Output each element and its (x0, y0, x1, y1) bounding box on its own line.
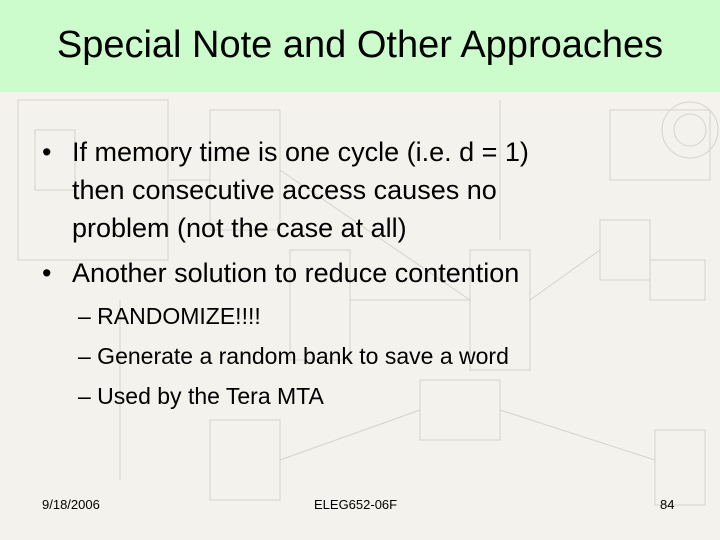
sub-bullet: – Used by the Tera MTA (78, 383, 324, 409)
footer-course: ELEG652-06F (314, 497, 398, 512)
slide-title: Special Note and Other Approaches (56, 24, 664, 66)
bullet-line: If memory time is one cycle (i.e. d = 1) (72, 137, 529, 167)
footer-date: 9/18/2006 (42, 497, 100, 512)
bullet-line: problem (not the case at all) (72, 213, 407, 243)
bullet-line: then consecutive access causes no (72, 175, 497, 205)
footer-page-number: 84 (660, 497, 675, 512)
bullet-line: Another solution to reduce contention (72, 258, 520, 288)
bullet-dot: • (42, 137, 52, 167)
sub-bullet: – Generate a random bank to save a word (78, 343, 509, 369)
bullet-dot: • (42, 258, 52, 288)
sub-bullet: – RANDOMIZE!!!! (78, 303, 261, 329)
